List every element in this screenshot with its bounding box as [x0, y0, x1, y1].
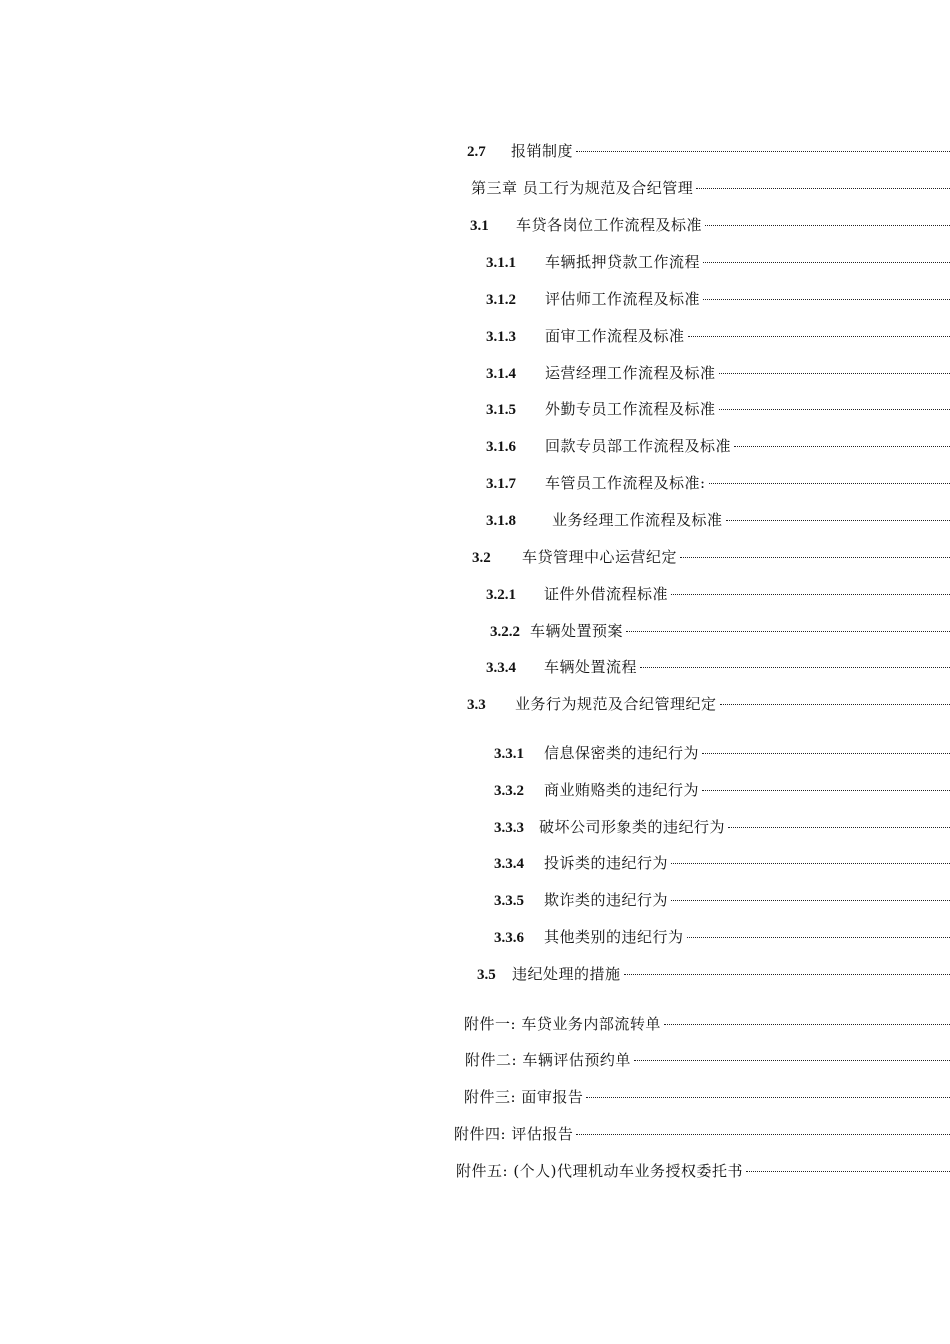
toc-entry-title: 车贷各岗位工作流程及标准 — [516, 216, 703, 234]
toc-dot-leader — [624, 973, 950, 975]
toc-entry-title: 车辆处置预案 — [530, 622, 624, 640]
toc-dot-leader — [703, 261, 950, 263]
toc-entry-title: 第三章 员工行为规范及合纪管理 — [471, 179, 694, 197]
toc-entry-number: 3.2.1 — [486, 587, 516, 603]
toc-entry[interactable] — [472, 546, 950, 568]
toc-entry-title: 评估师工作流程及标准 — [545, 290, 701, 308]
toc-entry[interactable] — [490, 620, 950, 642]
toc-entry-number: 2.7 — [467, 144, 486, 160]
toc-entry-number: 3.1.1 — [486, 255, 516, 271]
toc-entry[interactable] — [494, 852, 950, 874]
toc-entry[interactable] — [486, 325, 950, 347]
toc-entry-title: 车辆抵押贷款工作流程 — [545, 253, 701, 271]
toc-entry[interactable] — [486, 362, 950, 384]
toc-dot-leader — [702, 752, 950, 754]
toc-entry-number: 3.3.5 — [494, 893, 524, 909]
toc-dot-leader — [687, 936, 950, 938]
toc-entry-title: 回款专员部工作流程及标准 — [545, 437, 732, 455]
toc-entry[interactable] — [486, 251, 950, 273]
toc-dot-leader — [634, 1059, 950, 1061]
toc-entry-number: 3.3 — [467, 697, 486, 713]
toc-entry-title: 报销制度 — [511, 142, 574, 160]
toc-dot-leader — [696, 187, 950, 189]
toc-entry-title: 外勤专员工作流程及标准 — [545, 400, 716, 418]
toc-entry[interactable] — [465, 1049, 950, 1071]
toc-entry[interactable] — [486, 656, 950, 678]
toc-entry-title: 面审工作流程及标准 — [545, 327, 685, 345]
toc-dot-leader — [586, 1096, 950, 1098]
toc-entry[interactable] — [486, 398, 950, 420]
toc-entry[interactable] — [494, 779, 950, 801]
toc-entry[interactable] — [464, 1086, 950, 1108]
toc-entry-number: 3.2 — [472, 550, 491, 566]
toc-entry-title: 附件五: (个人)代理机动车业务授权委托书 — [456, 1162, 744, 1180]
toc-entry-title: 欺诈类的违纪行为 — [544, 891, 669, 909]
toc-entry-title: 业务行为规范及合纪管理纪定 — [515, 695, 717, 713]
toc-entry-title: 业务经理工作流程及标准 — [552, 511, 723, 529]
toc-dot-leader — [671, 593, 950, 595]
toc-entry[interactable] — [486, 583, 950, 605]
toc-dot-leader — [576, 150, 950, 152]
toc-entry-number: 3.1.2 — [486, 292, 516, 308]
toc-entry-title: 违纪处理的措施 — [512, 965, 621, 983]
toc-entry-title: 投诉类的违纪行为 — [544, 854, 669, 872]
toc-entry[interactable] — [471, 177, 950, 199]
toc-entry-title: 车管员工作流程及标准: — [545, 474, 706, 492]
toc-entry[interactable] — [456, 1160, 950, 1182]
toc-entry[interactable] — [454, 1123, 950, 1145]
toc-entry-title: 其他类别的违纪行为 — [544, 928, 684, 946]
toc-entry[interactable] — [467, 140, 950, 162]
toc-dot-leader — [709, 482, 950, 484]
toc-dot-leader — [671, 899, 950, 901]
toc-entry-title: 附件一: 车贷业务内部流转单 — [464, 1015, 661, 1033]
toc-entry-title: 附件二: 车辆评估预约单 — [465, 1051, 631, 1069]
toc-entry[interactable] — [494, 742, 950, 764]
toc-entry-number: 3.1.3 — [486, 329, 516, 345]
toc-dot-leader — [720, 703, 950, 705]
toc-entry-number: 3.1.7 — [486, 476, 516, 492]
toc-dot-leader — [671, 862, 950, 864]
toc-dot-leader — [746, 1170, 950, 1172]
toc-entry[interactable] — [470, 214, 950, 236]
toc-entry-number: 3.5 — [477, 967, 496, 983]
toc-entry[interactable] — [477, 963, 950, 985]
toc-entry-number: 3.1.6 — [486, 439, 516, 455]
toc-dot-leader — [719, 408, 950, 410]
toc-dot-leader — [664, 1023, 950, 1025]
toc-entry[interactable] — [494, 889, 950, 911]
toc-entry[interactable] — [486, 435, 950, 457]
toc-entry[interactable] — [494, 816, 950, 838]
toc-entry[interactable] — [486, 288, 950, 310]
toc-entry-title: 破坏公司形象类的违纪行为 — [539, 818, 726, 836]
toc-dot-leader — [719, 372, 950, 374]
toc-dot-leader — [734, 445, 950, 447]
toc-entry[interactable] — [464, 1013, 950, 1035]
toc-dot-leader — [703, 298, 950, 300]
toc-entry-number: 3.2.2 — [490, 624, 520, 640]
toc-dot-leader — [726, 519, 950, 521]
toc-dot-leader — [705, 224, 950, 226]
toc-dot-leader — [702, 789, 950, 791]
toc-entry-number: 3.3.6 — [494, 930, 524, 946]
toc-entry-title: 附件三: 面审报告 — [464, 1088, 584, 1106]
toc-entry-number: 3.3.1 — [494, 746, 524, 762]
toc-entry-title: 运营经理工作流程及标准 — [545, 364, 716, 382]
toc-dot-leader — [728, 826, 950, 828]
toc-entry[interactable] — [467, 693, 950, 715]
toc-dot-leader — [626, 630, 950, 632]
toc-entry-number: 3.3.4 — [494, 856, 524, 872]
toc-entry-title: 附件四: 评估报告 — [454, 1125, 574, 1143]
toc-entry-number: 3.3.4 — [486, 660, 516, 676]
toc-entry-number: 3.3.3 — [494, 820, 524, 836]
toc-entry-title: 证件外借流程标准 — [544, 585, 669, 603]
toc-dot-leader — [640, 666, 950, 668]
toc-entry[interactable] — [486, 509, 950, 531]
toc-entry-title: 信息保密类的违纪行为 — [544, 744, 700, 762]
toc-entry-number: 3.1.5 — [486, 402, 516, 418]
toc-entry-title: 车贷管理中心运营纪定 — [522, 548, 678, 566]
toc-entry[interactable] — [494, 926, 950, 948]
toc-entry-number: 3.3.2 — [494, 783, 524, 799]
toc-dot-leader — [680, 556, 950, 558]
toc-dot-leader — [688, 335, 950, 337]
toc-dot-leader — [576, 1133, 950, 1135]
toc-entry-title: 商业贿赂类的违纪行为 — [544, 781, 700, 799]
toc-entry-title: 车辆处置流程 — [544, 658, 638, 676]
toc-entry-number: 3.1 — [470, 218, 489, 234]
toc-entry-number: 3.1.4 — [486, 366, 516, 382]
toc-entry-number: 3.1.8 — [486, 513, 516, 529]
toc-entry[interactable] — [486, 472, 950, 494]
